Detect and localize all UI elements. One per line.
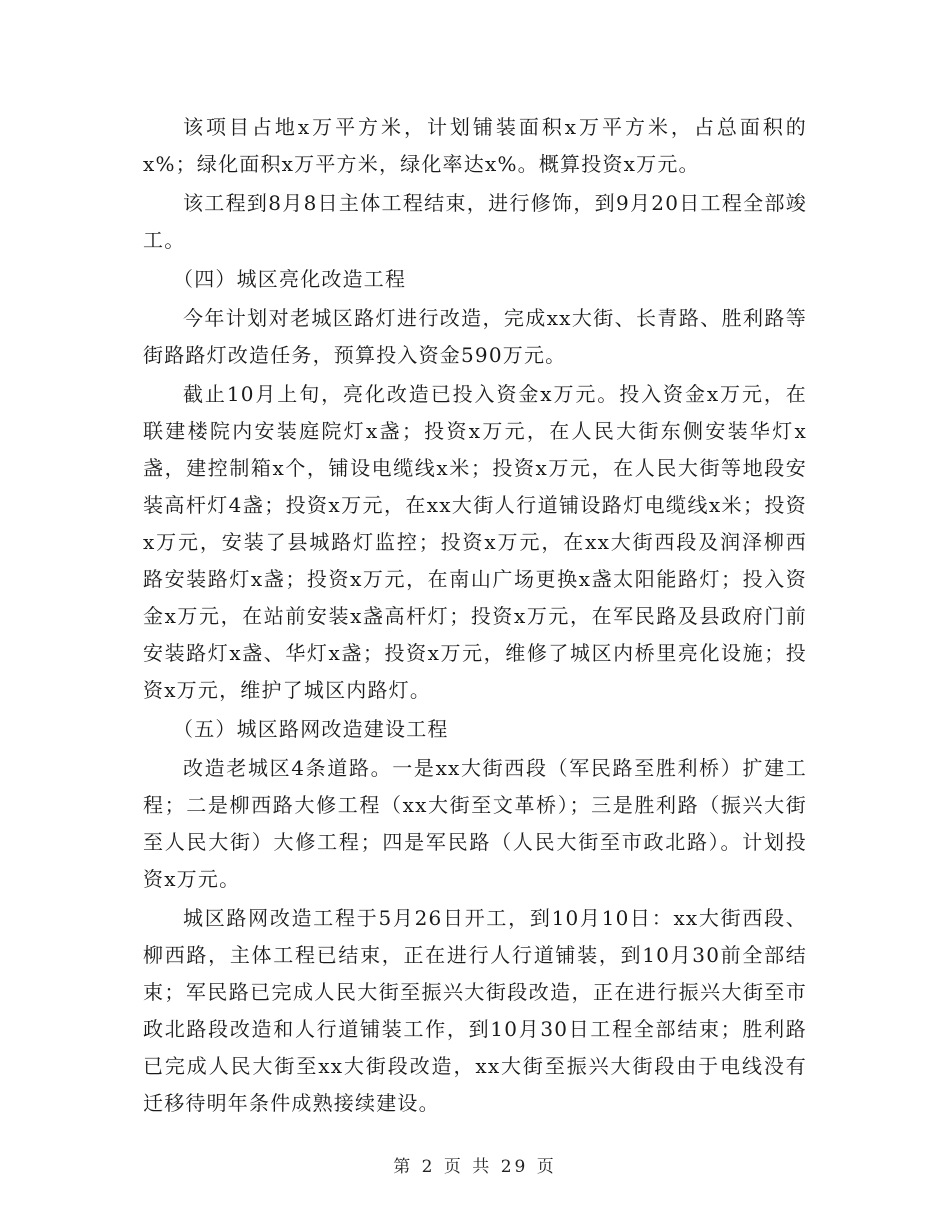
section-heading-road-network: （五）城区路网改造建设工程: [173, 717, 449, 741]
section-heading-lighting: （四）城区亮化改造工程: [173, 267, 407, 291]
paragraph-lighting-progress: 截止10月上旬，亮化改造已投入资金x万元。投入资金x万元，在联建楼院内安装庭院灯x盏；投资x万元，在人民大街东侧安装华灯x盏，建控制箱x个，铺设电缆线x米；投资x万元，在人民大街等地段安装高杆灯4盏；投资x万元，在xx大街人行道铺设路灯电缆线x米；投资x万元，安装了县城路灯监控；投资x万元，在xx大街西段及润泽柳西路安装路灯x盏；投资x万元，在南山广场更换x盏太阳能路灯；投入资金x万元，在站前安装x盏高杆灯；投资x万元，在军民路及县政府门前安装路灯x盏、华灯x盏；投资x万元，维修了城区内桥里亮化设施；投资x万元，维护了城区内路灯。: [143, 382, 807, 702]
document-body: [143, 109, 807, 1124]
paragraph-project-area: 该项目占地x万平方米，计划铺装面积x万平方米，占总面积的x%；绿化面积x万平方米，绿化率达x%。概算投资x万元。: [143, 115, 807, 176]
paragraph-completion-date: 该工程到8月8日主体工程结束，进行修饰，到9月20日工程全部竣工。: [143, 191, 807, 252]
paragraph-lighting-plan: 今年计划对老城区路灯进行改造，完成xx大街、长青路、胜利路等街路路灯改造任务，预算投入资金590万元。: [143, 306, 807, 367]
page-number-footer: 第 2 页 共 29 页: [393, 1157, 557, 1177]
paragraph-road-plan: 改造老城区4条道路。一是xx大街西段（军民路至胜利桥）扩建工程；二是柳西路大修工程（xx大街至文革桥）；三是胜利路（振兴大街至人民大街）大修工程；四是军民路（人民大街至市政北路）。计划投资x万元。: [143, 756, 807, 891]
paragraph-road-progress: 城区路网改造工程于5月26日开工，到10月10日：xx大街西段、柳西路，主体工程已结束，正在进行人行道铺装，到10月30前全部结束；军民路已完成人民大街至振兴大街段改造，正在进行振兴大街至市政北路段改造和人行道铺装工作，到10月30日工程全部结束；胜利路已完成人民大街至xx大街段改造，xx大街至振兴大街段由于电线没有迁移待明年条件成熟接续建设。: [143, 906, 807, 1115]
